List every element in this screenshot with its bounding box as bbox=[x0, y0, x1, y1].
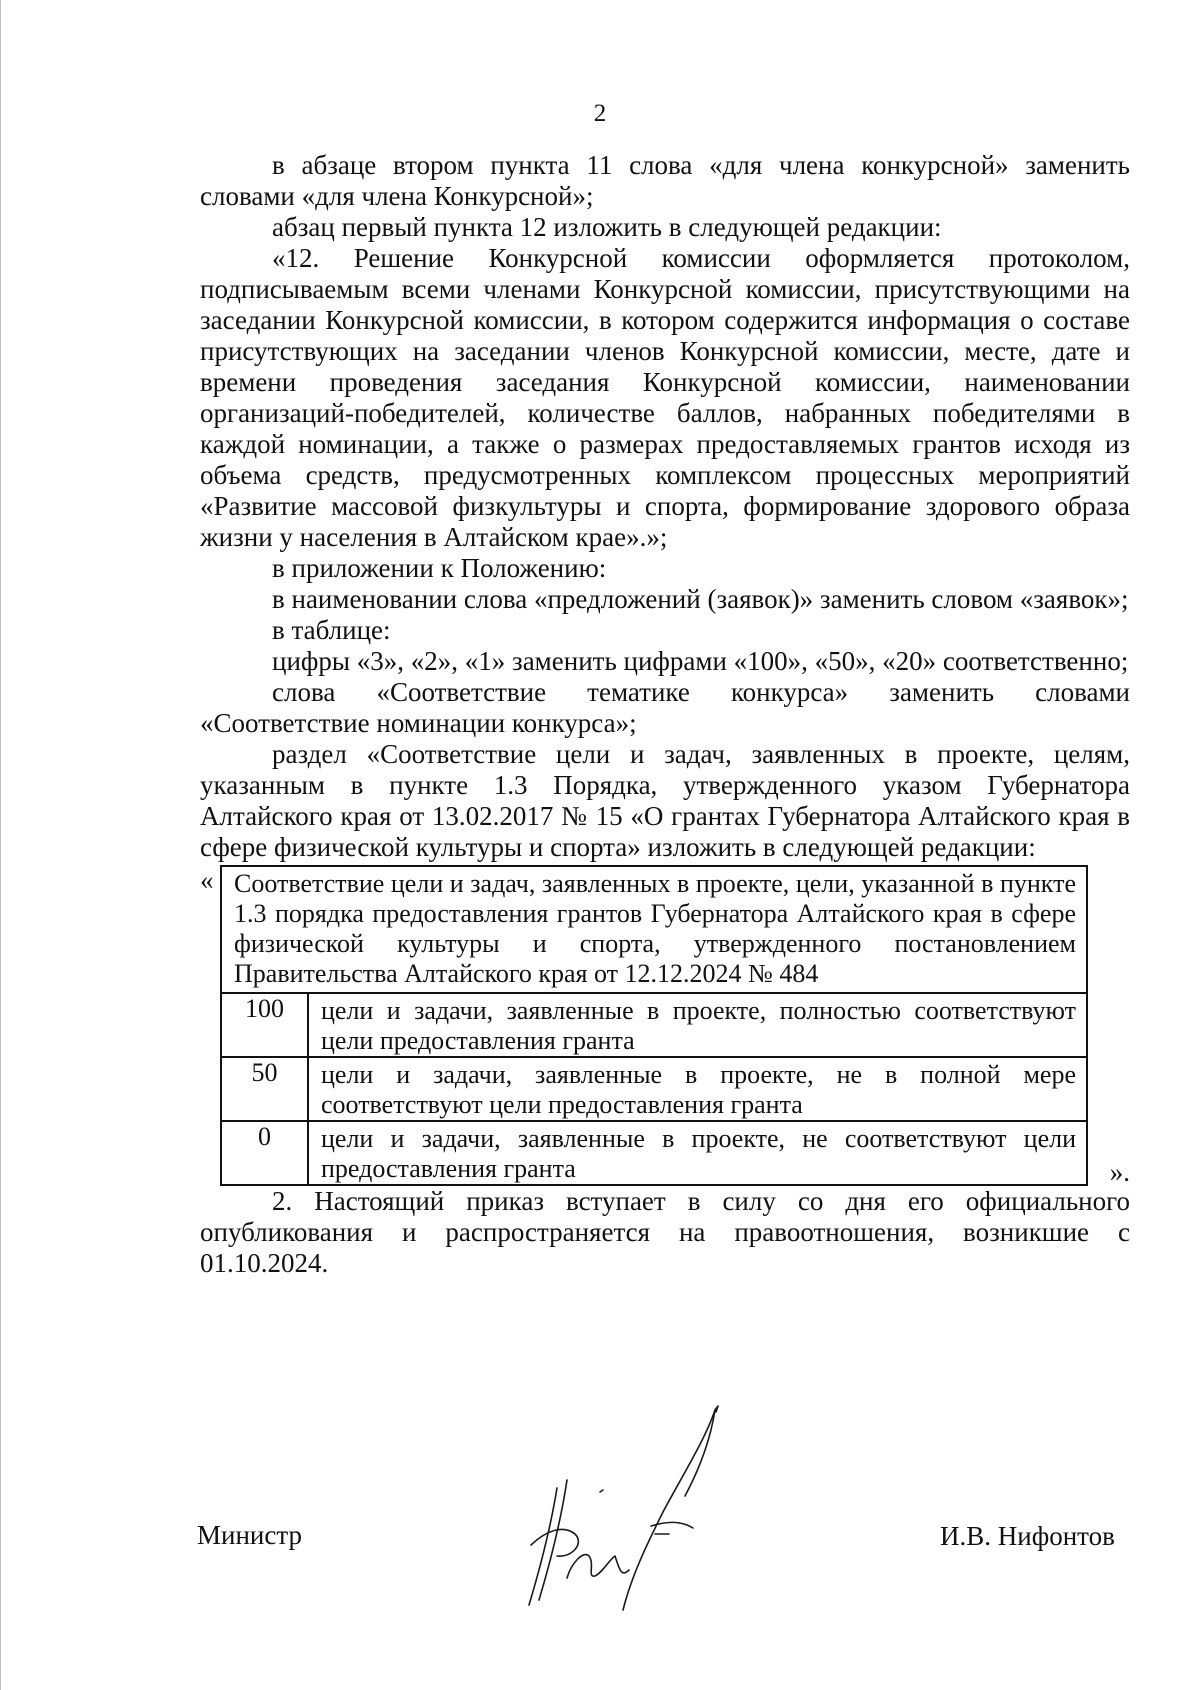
paragraph-item-11: в абзаце втором пункта 11 слова «для члена конкурсной» заменить словами «для члена Конкурсной»; bbox=[200, 150, 1130, 211]
description-cell: цели и задачи, заявленные в проекте, не в полной мере соответствуют цели предоставления гранта bbox=[308, 1057, 1087, 1121]
paragraph-item-12-intro: абзац первый пункта 12 изложить в следующей редакции: bbox=[272, 212, 942, 242]
paragraph-item-12-text: «12. Решение Конкурсной комиссии оформляется протоколом, подписываемым всеми членами Конкурсной комиссии, присутствующими на заседании Конкурсной комиссии, в котором содержится информация о составе присутствующих на заседании членов Конкурсной комиссии, месте, дате и времени проведения заседания Конкурсной комиссии, наименовании организаций-победителей, количестве баллов, набранных победителями в каждой номинации, а также о размерах предоставляемых грантов исходя из объема средств, предусмотренных комплексом процессных мероприятий «Развитие массовой физкультуры и спорта, формирование здорового образа жизни у населения в Алтайском крае».»; bbox=[200, 243, 1130, 552]
table-row bbox=[221, 1057, 1087, 1121]
table-header-row bbox=[221, 866, 1087, 993]
page-number: 2 bbox=[593, 100, 607, 127]
description-cell: цели и задачи, заявленные в проекте, полностью соответствуют цели предоставления гранта bbox=[308, 993, 1087, 1057]
signatory-name: И.В. Нифонтов bbox=[940, 1521, 1115, 1551]
document-body bbox=[200, 150, 1130, 1279]
paragraph-appendix-intro: в приложении к Положению: bbox=[272, 553, 607, 583]
paragraph-table-intro: в таблице: bbox=[272, 615, 391, 645]
signatory-title: Министр bbox=[197, 1520, 302, 1550]
paragraph-table-section: раздел «Соответствие цели и задач, заявленных в проекте, целям, указанным в пункте 1.3 Порядка, утвержденного указом Губернатора Алтайского края от 13.02.2017 № 15 «О грантах Губернатора Алтайского края в сфере физической культуры и спорта» изложить в следующей редакции: bbox=[200, 739, 1130, 862]
quote-close-mark: ». bbox=[1109, 1157, 1130, 1187]
paragraph-table-words: слова «Соответствие тематике конкурса» заменить словами «Соответствие номинации конкурса»; bbox=[200, 677, 1130, 738]
score-cell: 100 bbox=[221, 993, 308, 1057]
table-header-cell: Соответствие цели и задач, заявленных в проекте, цели, указанной в пункте 1.3 порядка предоставления грантов Губернатора Алтайского края в сфере физической культуры и спорта, утвержденного постановлением Правительства Алтайского края от 12.12.2024 № 484 bbox=[221, 866, 1087, 993]
table-row bbox=[221, 1121, 1087, 1185]
criteria-table bbox=[220, 865, 1088, 1186]
quote-open-mark: « bbox=[200, 865, 214, 895]
paragraph-final-clause: 2. Настоящий приказ вступает в силу со дня его официального опубликования и распространяется на правоотношения, возникшие с 01.10.2024. bbox=[200, 1186, 1130, 1278]
paragraph-appendix-title: в наименовании слова «предложений (заявок)» заменить словом «заявок»; bbox=[272, 584, 1129, 614]
signature-block bbox=[0, 1400, 1200, 1630]
handwritten-signature bbox=[505, 1400, 805, 1630]
score-cell: 0 bbox=[221, 1121, 308, 1185]
description-cell: цели и задачи, заявленные в проекте, не соответствуют цели предоставления гранта bbox=[308, 1121, 1087, 1185]
table-row bbox=[221, 993, 1087, 1057]
paragraph-table-numbers: цифры «3», «2», «1» заменить цифрами «100», «50», «20» соответственно; bbox=[272, 646, 1129, 676]
score-cell: 50 bbox=[221, 1057, 308, 1121]
quoted-table-block bbox=[200, 865, 1130, 1186]
